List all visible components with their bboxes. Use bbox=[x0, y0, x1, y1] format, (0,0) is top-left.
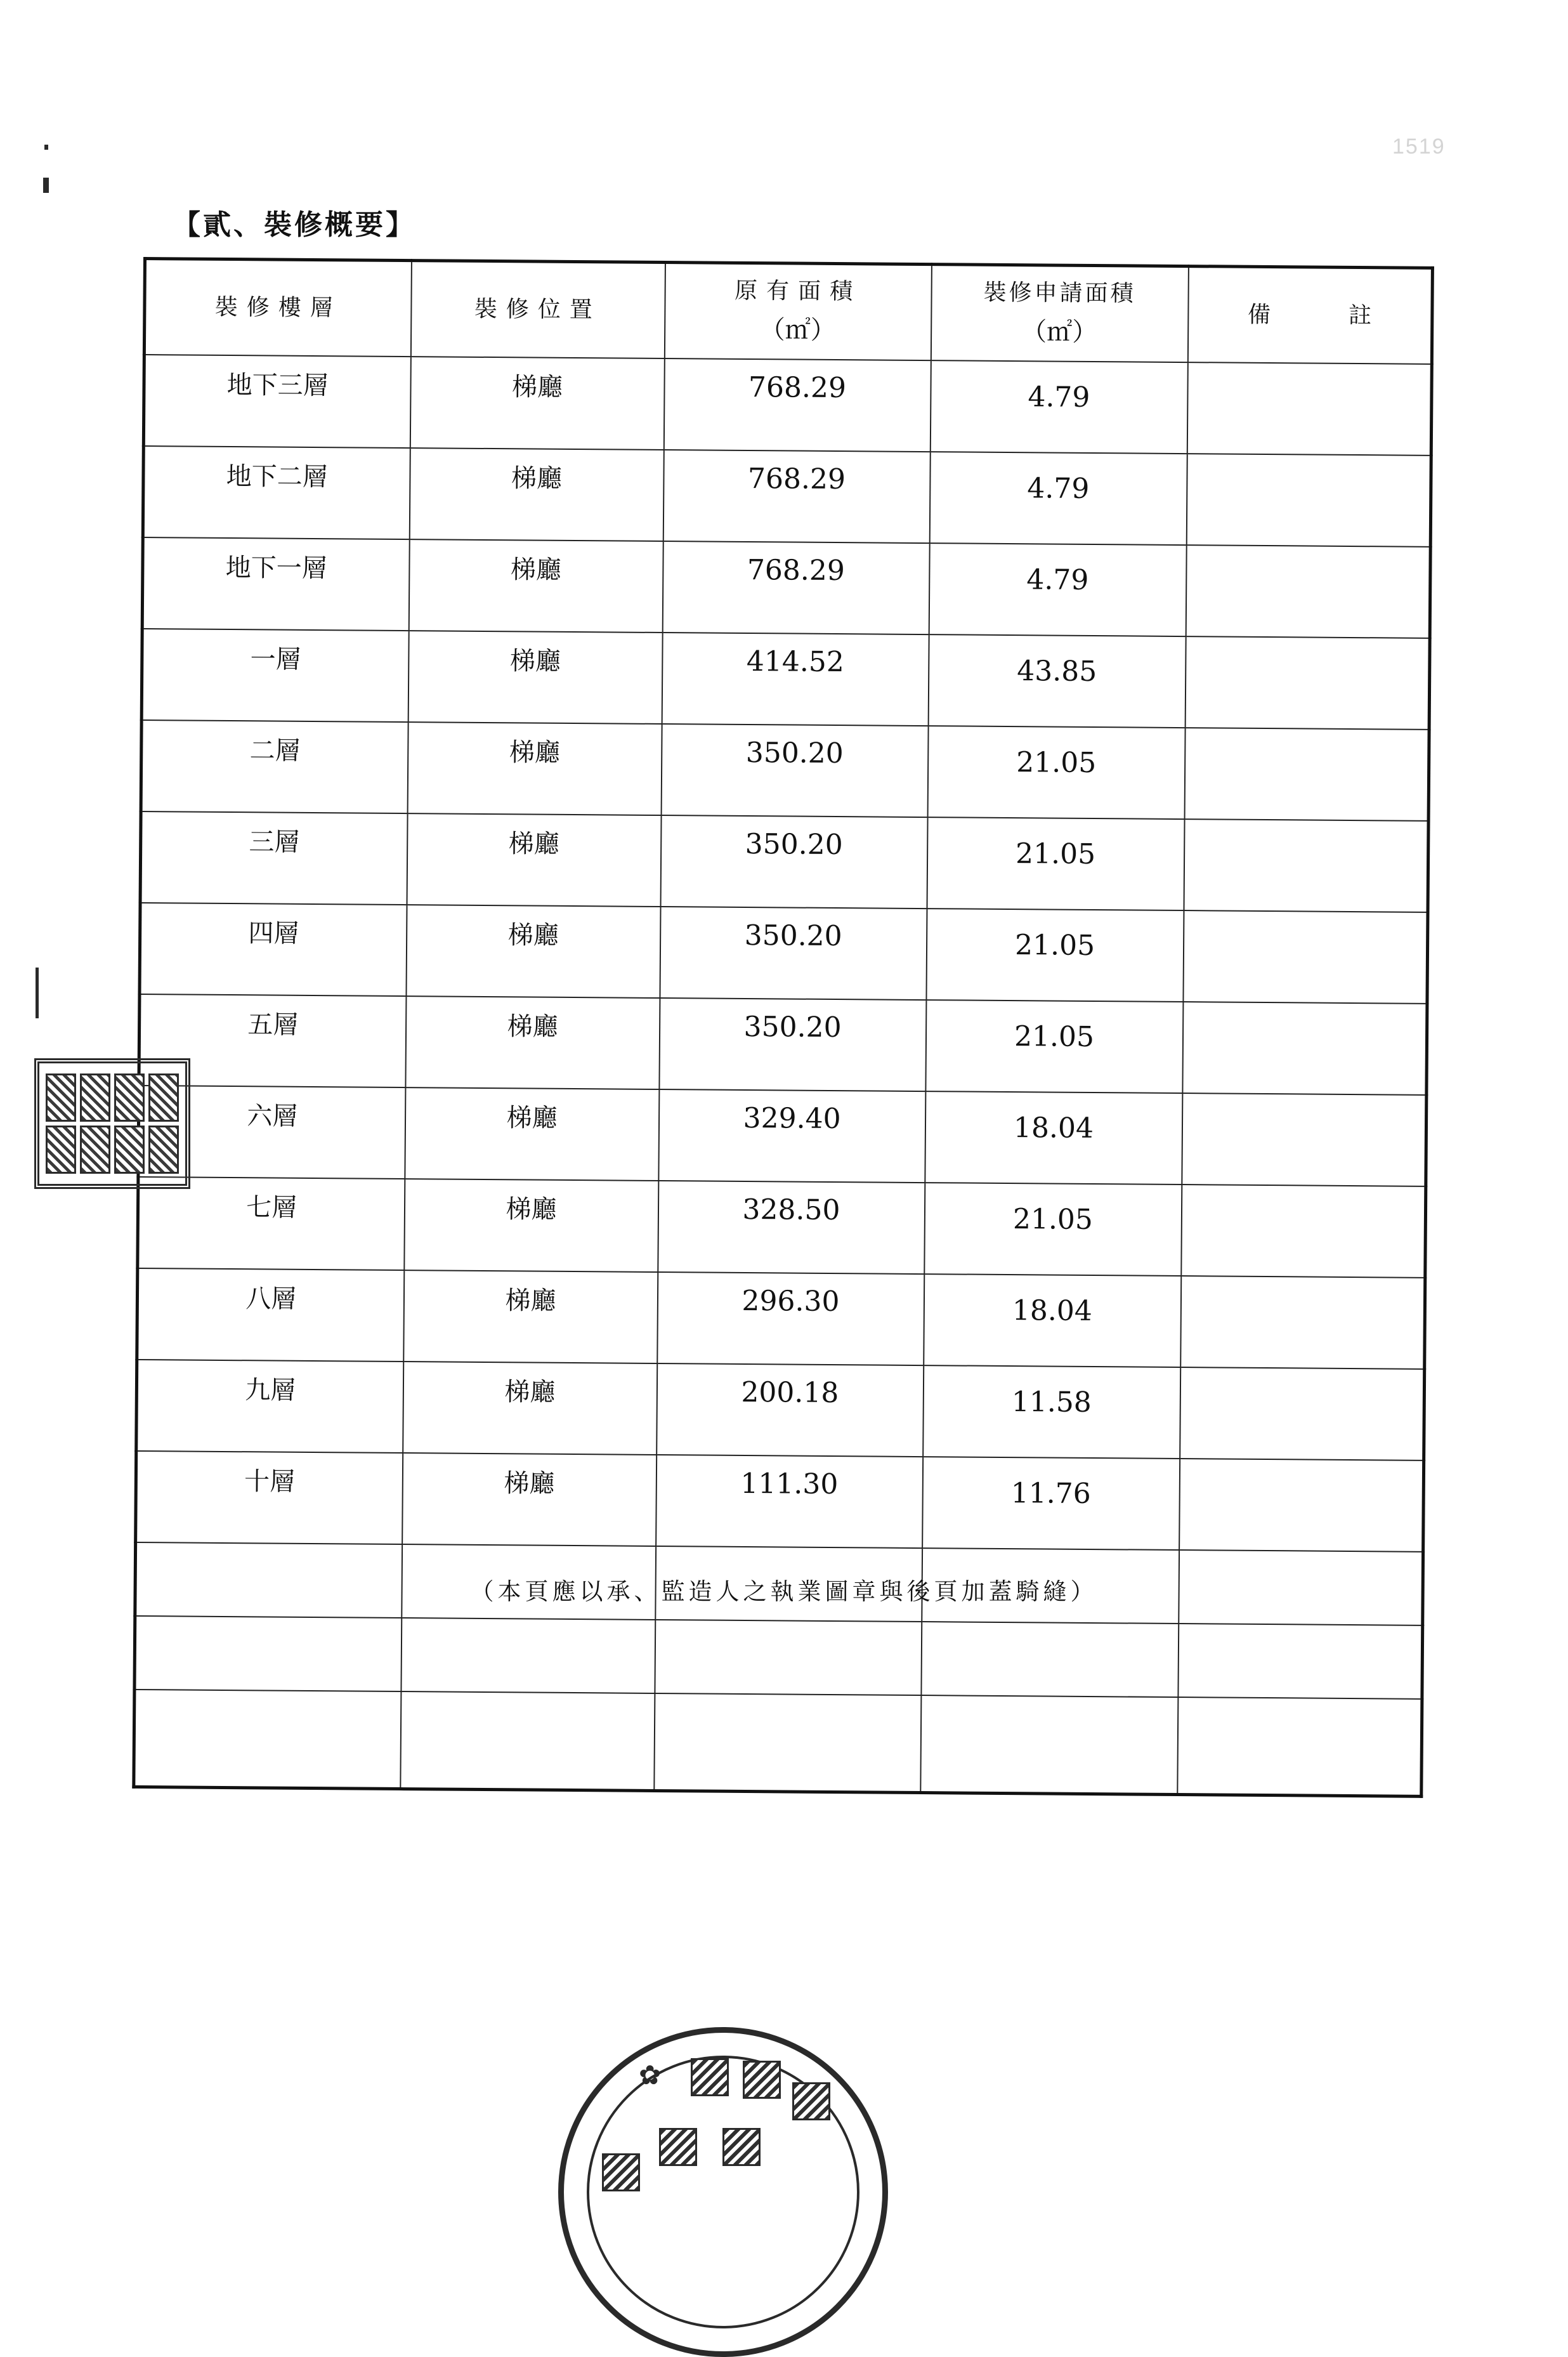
location-cell: 梯廳 bbox=[408, 631, 662, 724]
remark-cell bbox=[1187, 362, 1432, 456]
remark-cell bbox=[1185, 636, 1430, 730]
column-header-applied-area: 裝修申請面積 （㎡） bbox=[931, 265, 1188, 362]
remark-cell bbox=[1184, 819, 1428, 912]
floor-cell: 三層 bbox=[140, 811, 407, 905]
floor-cell: 地下一層 bbox=[142, 537, 409, 631]
table-row bbox=[143, 446, 1431, 547]
floor-cell: 九層 bbox=[136, 1360, 403, 1453]
location-cell: 梯廳 bbox=[403, 1270, 658, 1363]
floor-cell: 十層 bbox=[136, 1451, 403, 1544]
table-row bbox=[140, 903, 1428, 1004]
stamp-glyph bbox=[602, 2153, 640, 2191]
seal-glyphs bbox=[46, 1073, 179, 1174]
remark-cell bbox=[1182, 1002, 1427, 1095]
table-row bbox=[136, 1360, 1425, 1461]
applied-area-cell: 21.05 bbox=[927, 817, 1184, 910]
original-area-cell: 350.20 bbox=[660, 907, 927, 1000]
stamp-glyph bbox=[659, 2128, 697, 2166]
location-cell: 梯廳 bbox=[402, 1453, 657, 1546]
original-area-cell: 350.20 bbox=[661, 724, 928, 817]
column-unit: （㎡） bbox=[1021, 317, 1098, 347]
column-header-remark: 備註 bbox=[1187, 266, 1432, 364]
stamp-glyph bbox=[722, 2128, 761, 2166]
location-cell: 梯廳 bbox=[410, 357, 664, 450]
location-cell: 梯廳 bbox=[409, 448, 663, 541]
renovation-summary-table-wrap bbox=[132, 257, 1434, 1798]
floor-cell: 四層 bbox=[140, 903, 407, 996]
table-row bbox=[141, 720, 1429, 821]
applied-area-cell: 4.79 bbox=[929, 452, 1187, 545]
table-row bbox=[141, 629, 1430, 730]
location-cell: 梯廳 bbox=[405, 996, 660, 1089]
remark-cell bbox=[1179, 1459, 1424, 1552]
remark-cell bbox=[1180, 1276, 1425, 1369]
applied-area-cell: 21.05 bbox=[926, 909, 1184, 1002]
seam-seal-stamp bbox=[34, 1058, 190, 1189]
floor-cell: 地下二層 bbox=[143, 446, 410, 539]
round-official-stamp bbox=[558, 2027, 888, 2357]
original-area-cell: 111.30 bbox=[656, 1455, 923, 1548]
applied-area-cell: 11.58 bbox=[923, 1365, 1180, 1459]
original-area-cell: 768.29 bbox=[662, 541, 929, 634]
applied-area-cell: 43.85 bbox=[928, 634, 1186, 728]
location-cell: 梯廳 bbox=[407, 813, 661, 907]
original-area-cell: 350.20 bbox=[660, 815, 927, 909]
location-cell: 梯廳 bbox=[403, 1362, 657, 1455]
applied-area-cell: 4.79 bbox=[929, 543, 1186, 636]
applied-area-cell: 21.05 bbox=[925, 1000, 1183, 1093]
stamp-glyph bbox=[691, 2058, 729, 2096]
stamp-glyph bbox=[743, 2061, 781, 2099]
original-area-cell: 329.40 bbox=[658, 1089, 925, 1183]
original-area-cell: 328.50 bbox=[658, 1181, 925, 1274]
floor-cell: 六層 bbox=[138, 1086, 405, 1179]
applied-area-cell: 21.05 bbox=[927, 726, 1185, 819]
table-row bbox=[136, 1451, 1424, 1552]
table-row bbox=[138, 1177, 1426, 1278]
page-number: 1519 bbox=[1392, 135, 1446, 159]
floor-cell: 一層 bbox=[141, 629, 408, 722]
renovation-summary-table bbox=[132, 257, 1434, 1798]
floor-cell: 七層 bbox=[138, 1177, 405, 1270]
original-area-cell: 414.52 bbox=[662, 633, 929, 726]
stamp-glyph bbox=[792, 2082, 830, 2120]
section-heading: 【貳、裝修概要】 bbox=[173, 209, 416, 241]
applied-area-cell: 18.04 bbox=[925, 1091, 1182, 1185]
column-unit: （㎡） bbox=[759, 315, 836, 345]
plum-blossom-icon: ✿ bbox=[639, 2059, 662, 2091]
location-cell: 梯廳 bbox=[406, 905, 660, 998]
footnote: （本頁應以承、監造人之執業圖章與後頁加蓋騎縫） bbox=[470, 1578, 1098, 1605]
location-cell: 梯廳 bbox=[408, 539, 663, 633]
original-area-cell: 768.29 bbox=[663, 450, 930, 543]
remark-cell bbox=[1181, 1185, 1426, 1278]
floor-cell: 八層 bbox=[137, 1268, 404, 1362]
table-row bbox=[138, 1086, 1427, 1186]
table-row bbox=[137, 1268, 1425, 1369]
column-header-original-area: 原有面積 （㎡） bbox=[664, 263, 931, 361]
location-cell: 梯廳 bbox=[407, 722, 662, 815]
remark-cell bbox=[1183, 910, 1428, 1004]
table-header-row bbox=[144, 259, 1432, 364]
remark-cell bbox=[1186, 454, 1431, 547]
margin-mark bbox=[36, 968, 39, 1018]
empty-row bbox=[134, 1690, 1422, 1796]
original-area-cell: 350.20 bbox=[659, 998, 926, 1091]
floor-cell: 五層 bbox=[139, 994, 406, 1087]
table-row bbox=[140, 811, 1428, 912]
location-cell: 梯廳 bbox=[405, 1087, 659, 1181]
table-row bbox=[142, 537, 1430, 638]
column-header-location: 裝修位置 bbox=[410, 261, 665, 358]
empty-row bbox=[134, 1616, 1423, 1699]
original-area-cell: 296.30 bbox=[657, 1272, 924, 1365]
margin-mark bbox=[43, 178, 49, 193]
applied-area-cell: 21.05 bbox=[924, 1183, 1182, 1276]
applied-area-cell: 11.76 bbox=[922, 1457, 1180, 1550]
remark-cell bbox=[1180, 1367, 1425, 1461]
floor-cell: 地下三層 bbox=[143, 355, 410, 448]
margin-mark bbox=[44, 145, 48, 150]
applied-area-cell: 4.79 bbox=[930, 360, 1187, 454]
original-area-cell: 768.29 bbox=[663, 358, 931, 452]
applied-area-cell: 18.04 bbox=[924, 1274, 1181, 1367]
remark-cell bbox=[1184, 728, 1429, 821]
location-cell: 梯廳 bbox=[404, 1179, 658, 1272]
floor-cell: 二層 bbox=[141, 720, 408, 813]
remark-cell bbox=[1186, 545, 1430, 638]
table-row bbox=[139, 994, 1427, 1095]
table-row bbox=[143, 355, 1432, 456]
original-area-cell: 200.18 bbox=[657, 1363, 924, 1457]
remark-cell bbox=[1182, 1093, 1427, 1186]
column-header-floor: 裝修樓層 bbox=[144, 259, 411, 357]
